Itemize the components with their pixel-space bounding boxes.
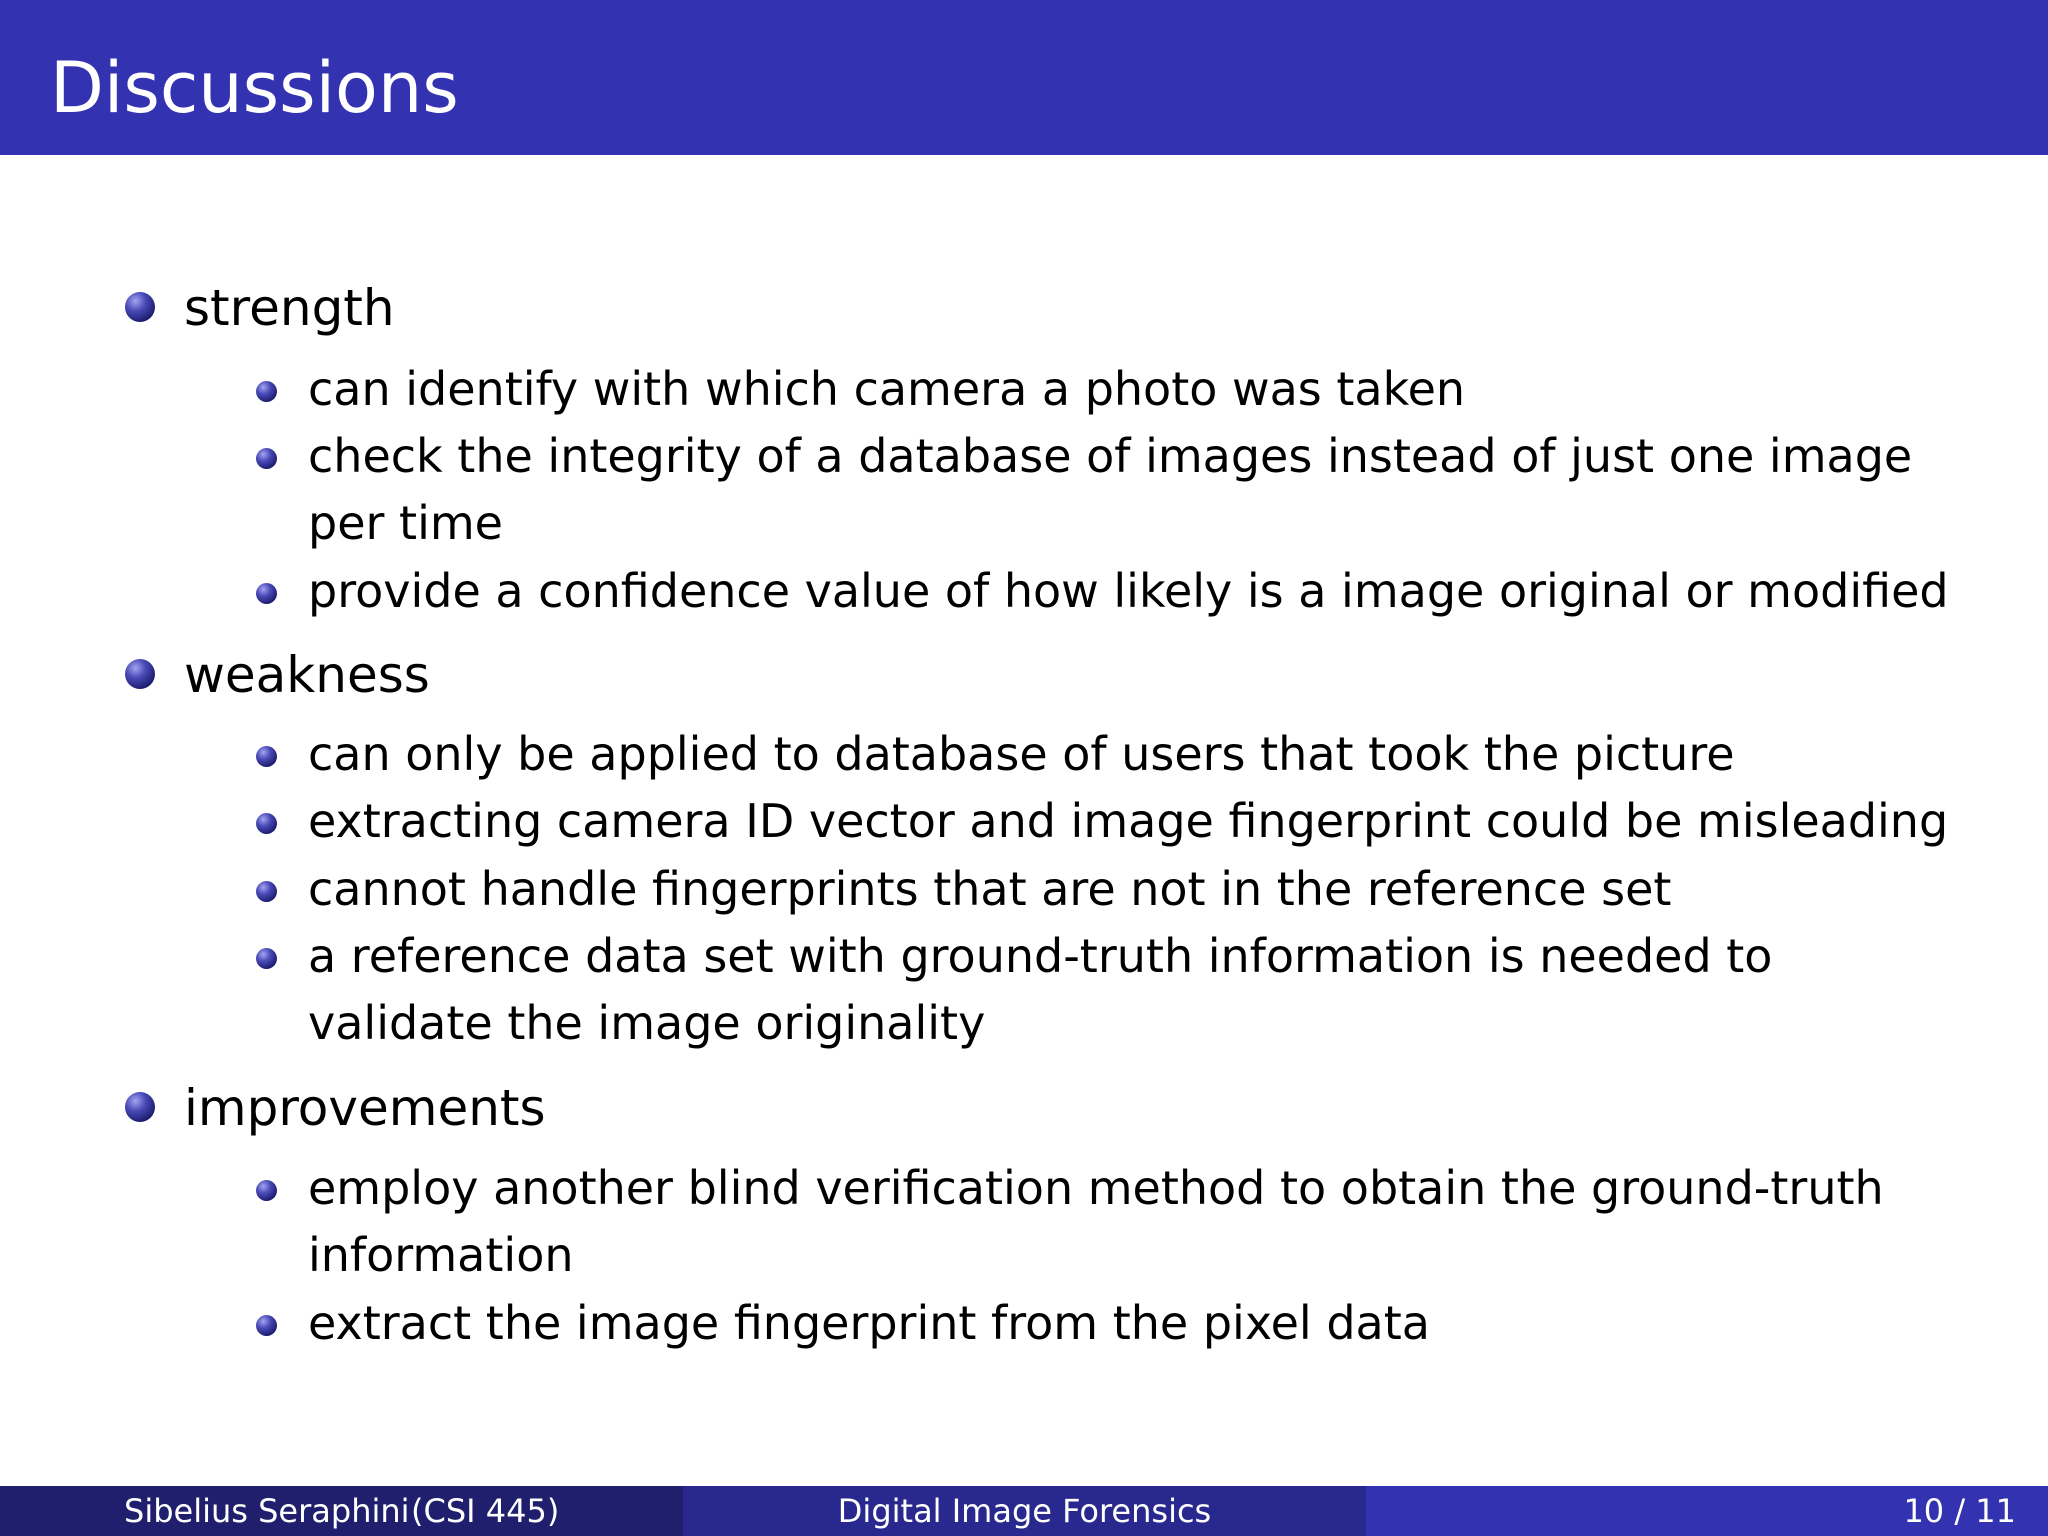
footer-course: (CSI 445): [411, 1492, 560, 1530]
list-item: cannot handle fingerprints that are not in the reference set: [308, 862, 1672, 916]
bullet-icon: [256, 746, 277, 767]
footer-author-section: [0, 1486, 683, 1536]
list-item: extract the image fingerprint from the pixel data: [308, 1296, 1430, 1350]
list-item: a reference data set with ground-truth information is needed to: [308, 929, 1773, 983]
list-item: extracting camera ID vector and image fingerprint could be misleading: [308, 794, 1949, 848]
list-item-continuation: validate the image originality: [308, 996, 986, 1050]
footer-title: Digital Image Forensics: [837, 1492, 1212, 1530]
page-number: 10 / 11: [1903, 1492, 2016, 1530]
list-item-continuation: information: [308, 1228, 574, 1282]
footer-title-section: [683, 1486, 1366, 1536]
section-heading-improvements: improvements: [184, 1079, 546, 1137]
bullet-icon: [256, 448, 277, 469]
list-item: can identify with which camera a photo was taken: [308, 362, 1466, 416]
bullet-icon: [256, 813, 277, 834]
bullet-icon: [125, 659, 155, 689]
footer-author: Sibelius Seraphini: [124, 1492, 410, 1530]
bullet-icon: [256, 381, 277, 402]
slide-title: Discussions: [50, 47, 459, 129]
footer-page-section: [1366, 1486, 2048, 1536]
bullet-icon: [256, 1315, 277, 1336]
list-item-continuation: per time: [308, 496, 503, 550]
bullet-icon: [256, 1180, 277, 1201]
bullet-icon: [125, 292, 155, 322]
list-item: provide a confidence value of how likely is a image original or modified: [308, 564, 1949, 618]
footer: [0, 1486, 2048, 1536]
bullet-icon: [125, 1092, 155, 1122]
list-item: employ another blind verification method to obtain the ground-truth: [308, 1161, 1884, 1215]
bullet-icon: [256, 583, 277, 604]
bullet-icon: [256, 948, 277, 969]
list-item: can only be applied to database of users that took the picture: [308, 727, 1735, 781]
bullet-icon: [256, 881, 277, 902]
list-item: check the integrity of a database of images instead of just one image: [308, 429, 1913, 483]
section-heading-strength: strength: [184, 279, 395, 337]
section-heading-weakness: weakness: [184, 646, 430, 704]
